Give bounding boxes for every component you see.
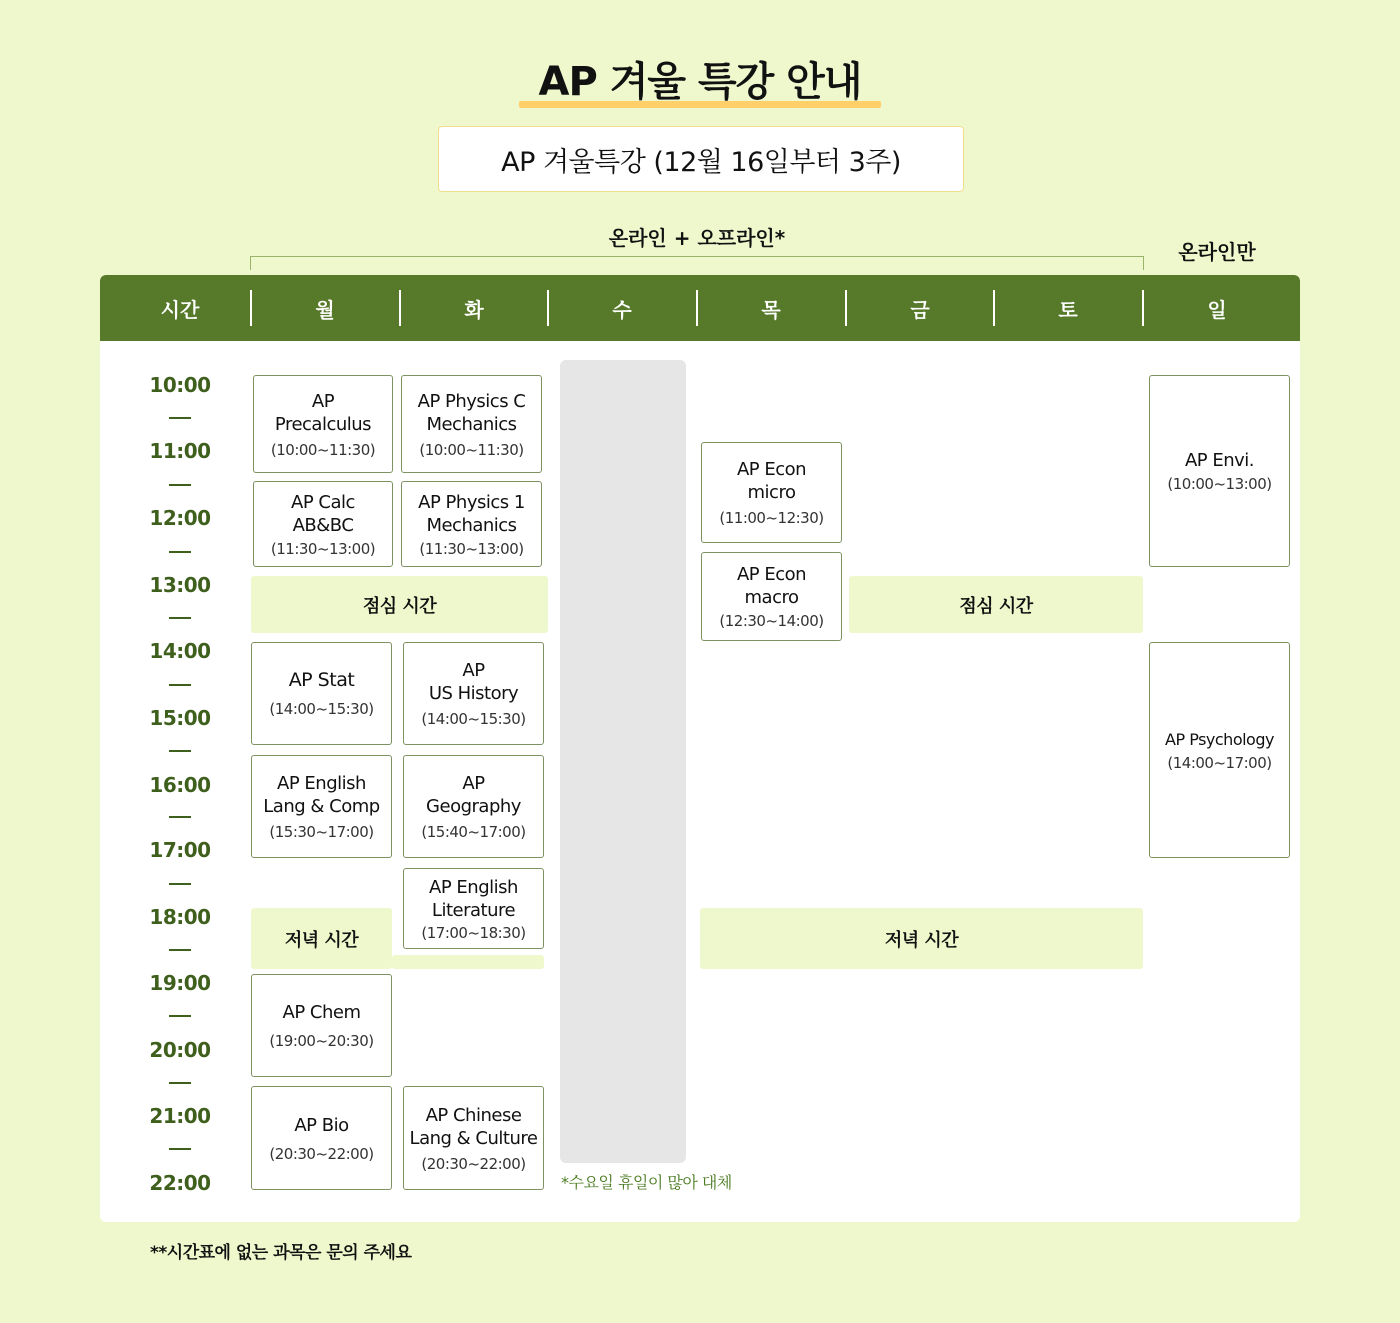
- wednesday-block: [560, 360, 686, 1163]
- course-name: AP Bio: [294, 1114, 349, 1136]
- course-name: AP: [462, 660, 485, 681]
- course-time: (15:30~17:00): [269, 823, 374, 841]
- header-day-sun: 일: [1207, 297, 1227, 322]
- header-day-fri: 금: [910, 297, 930, 322]
- course-time: (14:00~15:30): [421, 710, 526, 728]
- time-label: 10:00: [149, 373, 211, 397]
- time-dash: [169, 417, 191, 419]
- time-dash: [169, 617, 191, 619]
- time-label: 15:00: [149, 706, 211, 730]
- course-name: Lang & Culture: [409, 1127, 538, 1149]
- course-ap-psychology[interactable]: [1149, 642, 1290, 858]
- time-dash: [169, 1015, 191, 1017]
- course-ap-stat[interactable]: [251, 642, 392, 745]
- header-day-sat: 토: [1058, 297, 1078, 322]
- course-name: Lang & Comp: [263, 796, 380, 817]
- course-name: AP Envi.: [1184, 450, 1255, 471]
- time-label: 13:00: [149, 573, 211, 597]
- course-name: Geography: [426, 796, 521, 817]
- course-ap-geography[interactable]: [403, 755, 544, 858]
- time-label: 11:00: [149, 439, 211, 463]
- course-ap-us-history[interactable]: [403, 642, 544, 745]
- course-name: Mechanics: [426, 413, 517, 435]
- header-day-wed: 수: [612, 297, 632, 322]
- time-dash: [169, 1082, 191, 1084]
- course-name: Literature: [431, 899, 516, 921]
- course-time: (12:30~14:00): [719, 612, 824, 630]
- course-ap-envi[interactable]: [1149, 375, 1290, 567]
- course-name: AP: [311, 390, 335, 412]
- header-day-mon: 월: [315, 297, 335, 322]
- time-dash: [169, 750, 191, 752]
- wednesday-note: *수요일 휴일이 많아 대체: [561, 1173, 732, 1192]
- header-day-tue: 화: [464, 297, 484, 322]
- course-name: Precalculus: [274, 413, 372, 435]
- subtitle-box: [438, 126, 964, 192]
- group-bracket: [250, 256, 1144, 270]
- course-name: AP Physics C: [417, 390, 526, 412]
- time-dash: [169, 816, 191, 818]
- course-name: AP Calc: [291, 491, 355, 513]
- course-time: (14:00~17:00): [1167, 754, 1272, 772]
- lunch-break-fri-sat: 점심 시간: [849, 576, 1143, 633]
- header-day-thu: 목: [761, 297, 781, 322]
- time-label: 18:00: [149, 905, 211, 929]
- course-time: (14:00~15:30): [269, 700, 374, 718]
- time-label: 20:00: [149, 1038, 211, 1062]
- course-time: (10:00~11:30): [419, 440, 524, 459]
- course-name: AP Physics 1: [418, 491, 525, 513]
- dinner-break-mon: 저녁 시간: [251, 908, 392, 969]
- course-name: AP Stat: [288, 669, 355, 691]
- time-dash: [169, 484, 191, 486]
- course-ap-physics-c[interactable]: [401, 375, 542, 473]
- time-dash: [169, 684, 191, 686]
- course-ap-physics-1[interactable]: [401, 481, 542, 567]
- course-name: AP Chem: [282, 1002, 361, 1023]
- course-name: AB&BC: [292, 514, 354, 536]
- time-dash: [169, 551, 191, 553]
- course-ap-bio[interactable]: [251, 1086, 392, 1190]
- course-time: (15:40~17:00): [421, 823, 526, 841]
- course-time: (17:00~18:30): [421, 923, 526, 942]
- footnote: **시간표에 없는 과목은 문의 주세요: [150, 1243, 412, 1263]
- time-label: 16:00: [149, 773, 211, 797]
- course-name: AP Psychology: [1165, 730, 1274, 749]
- time-label: 19:00: [149, 971, 211, 995]
- time-dash: [169, 1148, 191, 1150]
- course-name: AP Chinese: [425, 1104, 522, 1126]
- course-time: (10:00~11:30): [270, 440, 376, 459]
- course-time: (19:00~20:30): [269, 1032, 374, 1050]
- course-ap-chem[interactable]: [251, 974, 392, 1077]
- subtitle: AP 겨울특강 (12월 16일부터 3주): [501, 146, 901, 178]
- course-ap-english-lang[interactable]: [251, 755, 392, 858]
- course-time: (10:00~13:00): [1167, 475, 1272, 493]
- time-dash: [169, 883, 191, 885]
- course-time: (11:30~13:00): [419, 539, 524, 558]
- course-time: (11:00~12:30): [719, 509, 824, 527]
- course-ap-precalculus[interactable]: [253, 375, 393, 473]
- course-ap-chinese[interactable]: [403, 1086, 544, 1190]
- course-ap-econ-micro[interactable]: [701, 442, 842, 543]
- header-time: 시간: [160, 297, 200, 322]
- group-online-offline: 온라인 + 오프라인*: [608, 226, 786, 250]
- course-ap-calc[interactable]: [253, 481, 393, 567]
- course-name: Mechanics: [426, 514, 517, 536]
- time-label: 21:00: [149, 1104, 211, 1128]
- page-title: [519, 58, 882, 106]
- dinner-break-tue-strip: [392, 955, 544, 969]
- course-name: AP English: [277, 773, 366, 794]
- course-name: AP: [462, 773, 485, 794]
- dinner-break-thu-sat: 저녁 시간: [700, 908, 1143, 969]
- time-label: 22:00: [149, 1171, 211, 1195]
- time-dash: [169, 949, 191, 951]
- time-label: 17:00: [149, 838, 211, 862]
- course-name: AP Econ: [736, 564, 807, 585]
- course-name: micro: [747, 482, 796, 503]
- course-name: macro: [744, 587, 799, 608]
- lunch-break-mon-tue: 점심 시간: [251, 576, 548, 633]
- course-time: (20:30~22:00): [269, 1144, 374, 1163]
- group-online-only: 온라인만: [1178, 240, 1256, 264]
- course-ap-english-literature[interactable]: [403, 868, 544, 949]
- course-name: US History: [428, 683, 519, 704]
- course-name: AP Econ: [736, 459, 807, 480]
- course-time: (11:30~13:00): [270, 539, 376, 558]
- course-ap-econ-macro[interactable]: [701, 552, 842, 641]
- course-name: AP English: [429, 876, 518, 898]
- page-title-text: AP 겨울 특강 안내: [538, 59, 862, 105]
- course-time: (20:30~22:00): [421, 1154, 526, 1173]
- time-label: 12:00: [149, 506, 211, 530]
- time-label: 14:00: [149, 639, 211, 663]
- title-area: [0, 58, 1400, 106]
